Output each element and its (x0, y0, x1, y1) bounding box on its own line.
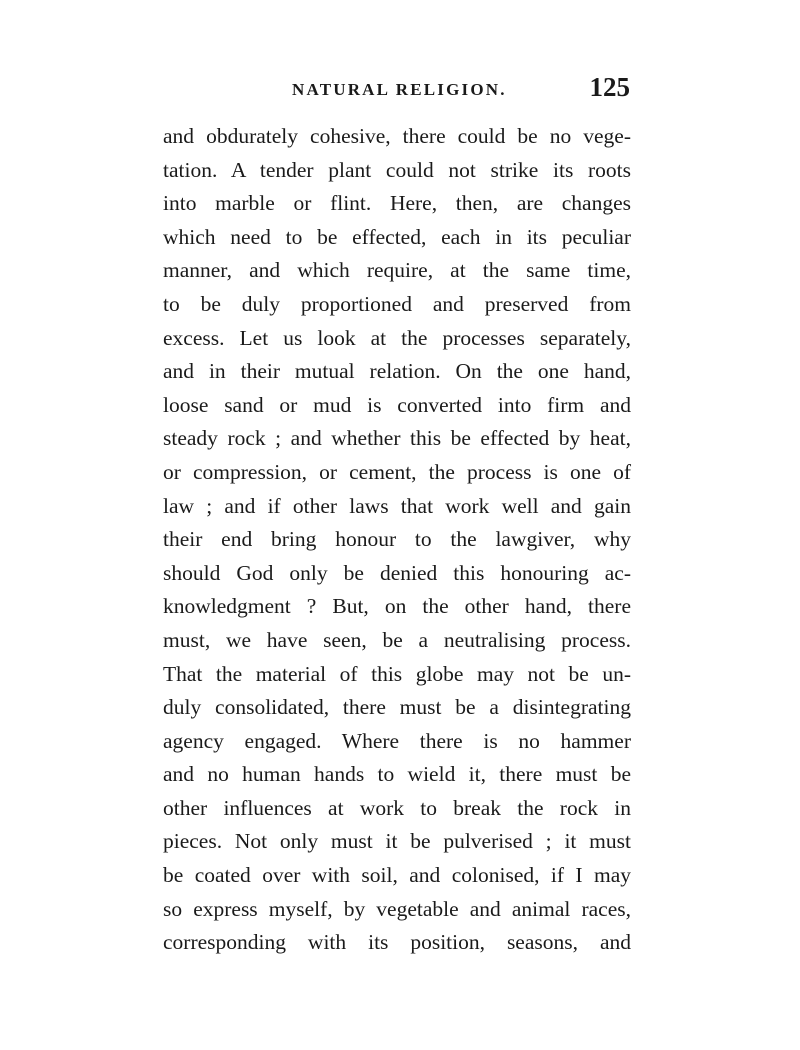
text-line: should God only be denied this honouring ac- (163, 560, 631, 585)
page-number: 125 (589, 72, 630, 102)
text-line: steady rock ; and whether this be effected by heat, (163, 426, 631, 451)
text-line: duly consolidated, there must be a disintegrating (163, 695, 631, 720)
text-line: law ; and if other laws that work well and gain (163, 493, 631, 518)
running-head (162, 72, 630, 112)
text-line: and no human hands to wield it, there must be (163, 762, 631, 787)
text-line: loose sand or mud is converted into firm and (163, 392, 631, 417)
running-title: NATURAL RELIGION. (292, 80, 507, 99)
text-line: into marble or flint. Here, then, are changes (163, 191, 631, 216)
body-text (163, 120, 631, 960)
text-line: and in their mutual relation. On the one hand, (163, 359, 631, 384)
text-line: so express myself, by vegetable and animal races, (163, 896, 631, 921)
text-line: or compression, or cement, the process is one of (163, 459, 631, 484)
text-line: corresponding with its position, seasons, and (163, 930, 631, 955)
text-line: their end bring honour to the lawgiver, why (163, 527, 631, 552)
text-line: That the material of this globe may not be un- (163, 661, 631, 686)
text-line: other influences at work to break the rock in (163, 795, 631, 820)
text-line: manner, and which require, at the same time, (163, 258, 631, 283)
text-line: agency engaged. Where there is no hammer (163, 728, 631, 753)
text-line: and obdurately cohesive, there could be no vege- (163, 124, 631, 148)
text-line: tation. A tender plant could not strike its roots (163, 157, 631, 182)
text-line: which need to be effected, each in its peculiar (163, 224, 631, 249)
text-line: to be duly proportioned and preserved from (163, 291, 631, 316)
text-line: knowledgment ? But, on the other hand, there (163, 594, 631, 619)
text-line: pieces. Not only must it be pulverised ; it must (163, 829, 631, 854)
text-line: must, we have seen, be a neutralising process. (163, 627, 631, 652)
text-line: be coated over with soil, and colonised, if I may (163, 863, 631, 888)
text-line: excess. Let us look at the processes separately, (163, 325, 631, 350)
